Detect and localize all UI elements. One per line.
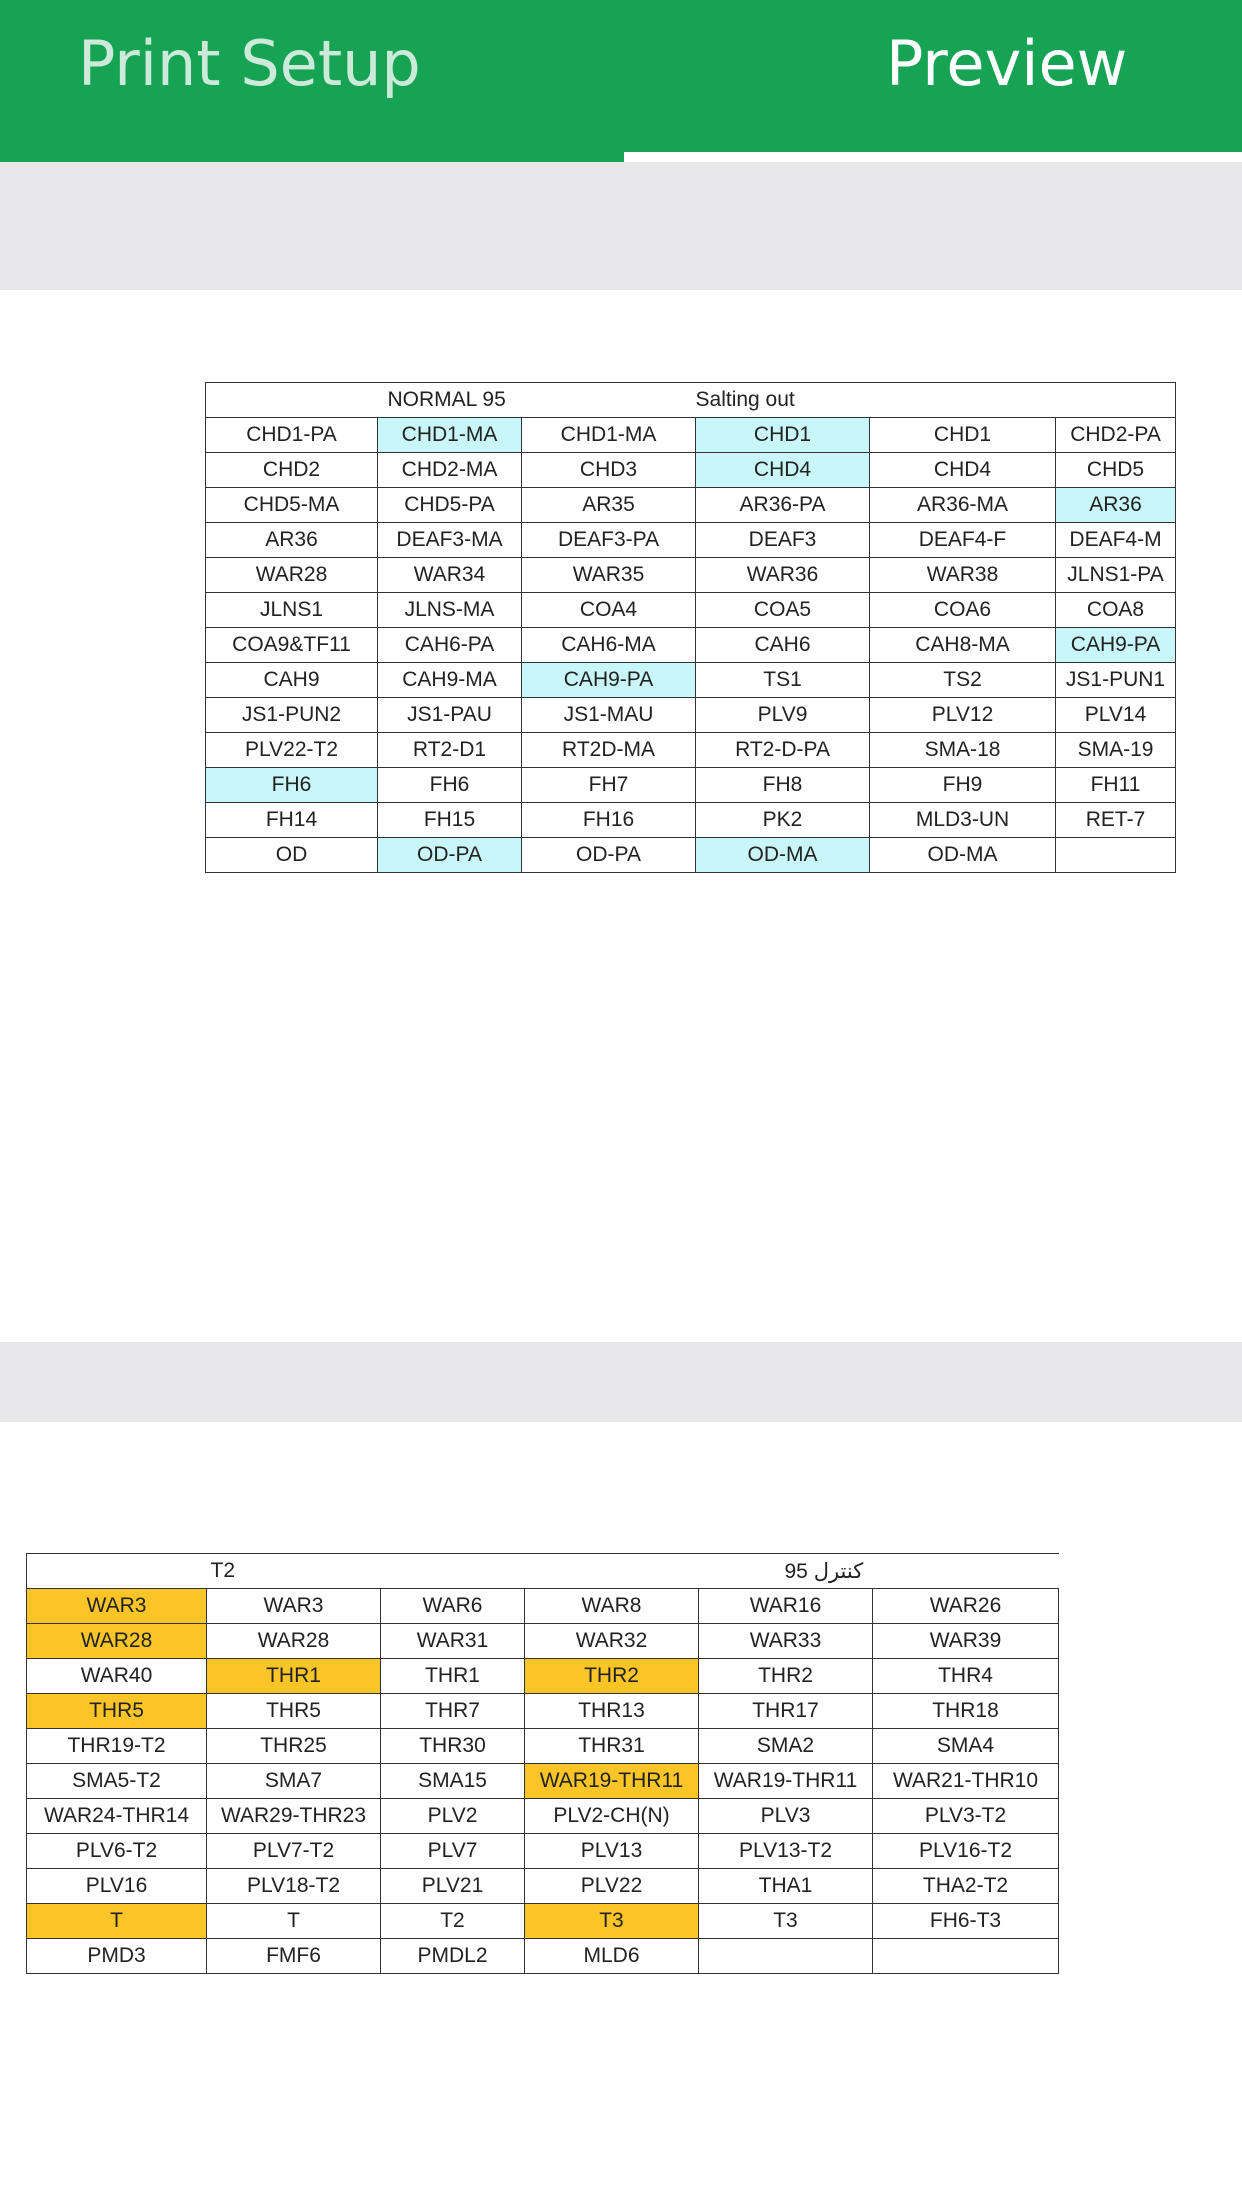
table-cell: DEAF4-F xyxy=(870,523,1056,558)
table-cell: FH7 xyxy=(522,768,696,803)
table-cell: AR36-PA xyxy=(696,488,870,523)
table-cell: THR30 xyxy=(381,1729,525,1764)
table-row xyxy=(27,1834,1059,1869)
table-cell: CHD2-MA xyxy=(378,453,522,488)
table-cell: AR36 xyxy=(206,523,378,558)
table-cell: CHD2-PA xyxy=(1056,418,1176,453)
table-cell: CHD4 xyxy=(870,453,1056,488)
table-cell: THR2 xyxy=(525,1659,699,1694)
table-cell: CAH9 xyxy=(206,663,378,698)
active-tab-indicator xyxy=(624,152,1242,162)
table-cell: AR36 xyxy=(1056,488,1176,523)
sheet-control-95 xyxy=(26,1553,1059,1974)
table-cell: PLV2 xyxy=(381,1799,525,1834)
table-cell: WAR38 xyxy=(870,558,1056,593)
table-cell: COA5 xyxy=(696,593,870,628)
table-cell: PLV2-CH(N) xyxy=(525,1799,699,1834)
table-cell: PLV12 xyxy=(870,698,1056,733)
page-gap-middle xyxy=(0,1342,1242,1422)
sheet-title-right: Salting out xyxy=(696,383,1056,418)
table-row xyxy=(27,1799,1059,1834)
table-cell: PLV6-T2 xyxy=(27,1834,207,1869)
table-cell: PLV16 xyxy=(27,1869,207,1904)
top-app-bar xyxy=(0,0,1242,162)
table-cell xyxy=(873,1939,1059,1974)
table-cell: COA8 xyxy=(1056,593,1176,628)
table-cell: THR7 xyxy=(381,1694,525,1729)
table-cell: JLNS1-PA xyxy=(1056,558,1176,593)
table-cell: THR4 xyxy=(873,1659,1059,1694)
table-row xyxy=(206,838,1176,873)
table-cell: SMA-18 xyxy=(870,733,1056,768)
table-cell: DEAF3 xyxy=(696,523,870,558)
table-cell: PK2 xyxy=(696,803,870,838)
table-cell: PLV7-T2 xyxy=(207,1834,381,1869)
table-cell: THA2-T2 xyxy=(873,1869,1059,1904)
table-cell: CAH9-PA xyxy=(522,663,696,698)
table-cell: SMA2 xyxy=(699,1729,873,1764)
table-cell: WAR39 xyxy=(873,1624,1059,1659)
table-row xyxy=(27,1659,1059,1694)
table-cell: PLV13 xyxy=(525,1834,699,1869)
table-cell: THR17 xyxy=(699,1694,873,1729)
table-row xyxy=(206,733,1176,768)
table-cell: CAH6 xyxy=(696,628,870,663)
table-cell xyxy=(699,1939,873,1974)
table-cell: SMA4 xyxy=(873,1729,1059,1764)
table-cell: COA9&TF11 xyxy=(206,628,378,663)
table-cell: WAR19-THR11 xyxy=(525,1764,699,1799)
table-cell: PMDL2 xyxy=(381,1939,525,1974)
table-cell: FH6 xyxy=(378,768,522,803)
table-cell: THR25 xyxy=(207,1729,381,1764)
sheet-normal-95 xyxy=(205,382,1176,873)
page-gap-top xyxy=(0,162,1242,290)
table-cell: RT2-D-PA xyxy=(696,733,870,768)
table-cell: FH9 xyxy=(870,768,1056,803)
table-cell: OD xyxy=(206,838,378,873)
table-row xyxy=(206,768,1176,803)
table-cell: T xyxy=(27,1904,207,1939)
table-row xyxy=(206,488,1176,523)
table-cell: CHD1-PA xyxy=(206,418,378,453)
table-cell: PLV16-T2 xyxy=(873,1834,1059,1869)
sheet-header-row xyxy=(27,1554,1059,1589)
table-cell: FH14 xyxy=(206,803,378,838)
table-cell: DEAF3-PA xyxy=(522,523,696,558)
table-cell: WAR28 xyxy=(206,558,378,593)
table-cell: JS1-MAU xyxy=(522,698,696,733)
table-cell: PLV9 xyxy=(696,698,870,733)
table-cell: JLNS1 xyxy=(206,593,378,628)
table-cell: PLV14 xyxy=(1056,698,1176,733)
table-cell: WAR31 xyxy=(381,1624,525,1659)
table-cell xyxy=(1056,838,1176,873)
table-cell: WAR29-THR23 xyxy=(207,1799,381,1834)
table-cell: OD-MA xyxy=(870,838,1056,873)
table-cell: CAH9-PA xyxy=(1056,628,1176,663)
table-cell: WAR8 xyxy=(525,1589,699,1624)
table-cell: WAR34 xyxy=(378,558,522,593)
table-cell: SMA5-T2 xyxy=(27,1764,207,1799)
table-row xyxy=(27,1589,1059,1624)
table-cell: TS1 xyxy=(696,663,870,698)
table-cell: AR36-MA xyxy=(870,488,1056,523)
table-cell: CHD5 xyxy=(1056,453,1176,488)
table-cell: FH6 xyxy=(206,768,378,803)
table-cell: PLV13-T2 xyxy=(699,1834,873,1869)
table-cell: WAR33 xyxy=(699,1624,873,1659)
table-cell: FMF6 xyxy=(207,1939,381,1974)
table-cell: PLV3 xyxy=(699,1799,873,1834)
table-cell: WAR16 xyxy=(699,1589,873,1624)
table-cell: CHD1-MA xyxy=(522,418,696,453)
table-row xyxy=(27,1939,1059,1974)
table-cell: FH6-T3 xyxy=(873,1904,1059,1939)
table-cell: THR1 xyxy=(381,1659,525,1694)
table-cell: CAH8-MA xyxy=(870,628,1056,663)
table-cell: JS1-PUN2 xyxy=(206,698,378,733)
table-cell: RET-7 xyxy=(1056,803,1176,838)
table-cell: WAR26 xyxy=(873,1589,1059,1624)
table-cell: THR5 xyxy=(207,1694,381,1729)
table-cell: PLV21 xyxy=(381,1869,525,1904)
table-cell: CHD1-MA xyxy=(378,418,522,453)
table-cell: FH16 xyxy=(522,803,696,838)
table-cell: AR35 xyxy=(522,488,696,523)
table-cell: WAR6 xyxy=(381,1589,525,1624)
table-row xyxy=(27,1729,1059,1764)
table-cell: WAR28 xyxy=(27,1624,207,1659)
table-row xyxy=(27,1764,1059,1799)
table-cell: WAR3 xyxy=(207,1589,381,1624)
table-cell: WAR28 xyxy=(207,1624,381,1659)
table-row xyxy=(27,1869,1059,1904)
table-cell: THR2 xyxy=(699,1659,873,1694)
table-cell: THR31 xyxy=(525,1729,699,1764)
table-cell: WAR19-THR11 xyxy=(699,1764,873,1799)
sheet-header-row xyxy=(206,383,1176,418)
table-cell: THR18 xyxy=(873,1694,1059,1729)
table-row xyxy=(27,1904,1059,1939)
table-cell: WAR24-THR14 xyxy=(27,1799,207,1834)
table-row xyxy=(206,453,1176,488)
sheet-body xyxy=(27,1589,1059,1974)
table-cell: CHD5-PA xyxy=(378,488,522,523)
table-cell: THR13 xyxy=(525,1694,699,1729)
table-cell: PLV3-T2 xyxy=(873,1799,1059,1834)
table-cell: JS1-PUN1 xyxy=(1056,663,1176,698)
table-cell: PLV22-T2 xyxy=(206,733,378,768)
table-cell: COA4 xyxy=(522,593,696,628)
table-cell: CHD5-MA xyxy=(206,488,378,523)
table-row xyxy=(206,628,1176,663)
table-cell: OD-PA xyxy=(378,838,522,873)
table-cell: SMA15 xyxy=(381,1764,525,1799)
table-cell: CHD2 xyxy=(206,453,378,488)
table-cell: TS2 xyxy=(870,663,1056,698)
table-row xyxy=(206,593,1176,628)
table-row xyxy=(206,418,1176,453)
table-row xyxy=(27,1624,1059,1659)
table-cell: WAR32 xyxy=(525,1624,699,1659)
table-cell: SMA7 xyxy=(207,1764,381,1799)
table-cell: T xyxy=(207,1904,381,1939)
table-cell: COA6 xyxy=(870,593,1056,628)
table-cell: WAR3 xyxy=(27,1589,207,1624)
table-cell: FH15 xyxy=(378,803,522,838)
table-cell: WAR35 xyxy=(522,558,696,593)
table-cell: CAH6-PA xyxy=(378,628,522,663)
table-cell: PLV7 xyxy=(381,1834,525,1869)
table-cell: PLV18-T2 xyxy=(207,1869,381,1904)
table-row xyxy=(206,803,1176,838)
table-cell: T3 xyxy=(699,1904,873,1939)
table-cell: OD-MA xyxy=(696,838,870,873)
table-cell: WAR21-THR10 xyxy=(873,1764,1059,1799)
table-cell: OD-PA xyxy=(522,838,696,873)
table-cell: THR19-T2 xyxy=(27,1729,207,1764)
table-row xyxy=(206,523,1176,558)
table-cell: T3 xyxy=(525,1904,699,1939)
table-cell: THR5 xyxy=(27,1694,207,1729)
table-cell: SMA-19 xyxy=(1056,733,1176,768)
table-row xyxy=(206,698,1176,733)
table-cell: FH8 xyxy=(696,768,870,803)
table-cell: JS1-PAU xyxy=(378,698,522,733)
table-cell: DEAF4-M xyxy=(1056,523,1176,558)
table-cell: FH11 xyxy=(1056,768,1176,803)
table-cell: THR1 xyxy=(207,1659,381,1694)
table-row xyxy=(206,558,1176,593)
table-cell: T2 xyxy=(381,1904,525,1939)
table-cell: CAH6-MA xyxy=(522,628,696,663)
table-cell: JLNS-MA xyxy=(378,593,522,628)
table-cell: CHD1 xyxy=(870,418,1056,453)
table-cell: WAR40 xyxy=(27,1659,207,1694)
table-cell: THA1 xyxy=(699,1869,873,1904)
sheet-body xyxy=(206,418,1176,873)
table-cell: RT2D-MA xyxy=(522,733,696,768)
table-cell: WAR36 xyxy=(696,558,870,593)
table-cell: MLD6 xyxy=(525,1939,699,1974)
table-cell: DEAF3-MA xyxy=(378,523,522,558)
table-row xyxy=(27,1694,1059,1729)
sheet-title-left: T2 xyxy=(207,1554,381,1589)
sheet-title-right: کنترل 95 xyxy=(699,1554,1059,1589)
table-cell: CHD4 xyxy=(696,453,870,488)
table-cell: CAH9-MA xyxy=(378,663,522,698)
table-cell: PLV22 xyxy=(525,1869,699,1904)
table-row xyxy=(206,663,1176,698)
tab-preview[interactable]: Preview xyxy=(886,27,1128,100)
table-cell: RT2-D1 xyxy=(378,733,522,768)
sheet-title-left: NORMAL 95 xyxy=(378,383,696,418)
table-cell: MLD3-UN xyxy=(870,803,1056,838)
table-cell: PMD3 xyxy=(27,1939,207,1974)
tab-print-setup[interactable]: Print Setup xyxy=(78,27,421,100)
table-cell: CHD3 xyxy=(522,453,696,488)
table-cell: CHD1 xyxy=(696,418,870,453)
